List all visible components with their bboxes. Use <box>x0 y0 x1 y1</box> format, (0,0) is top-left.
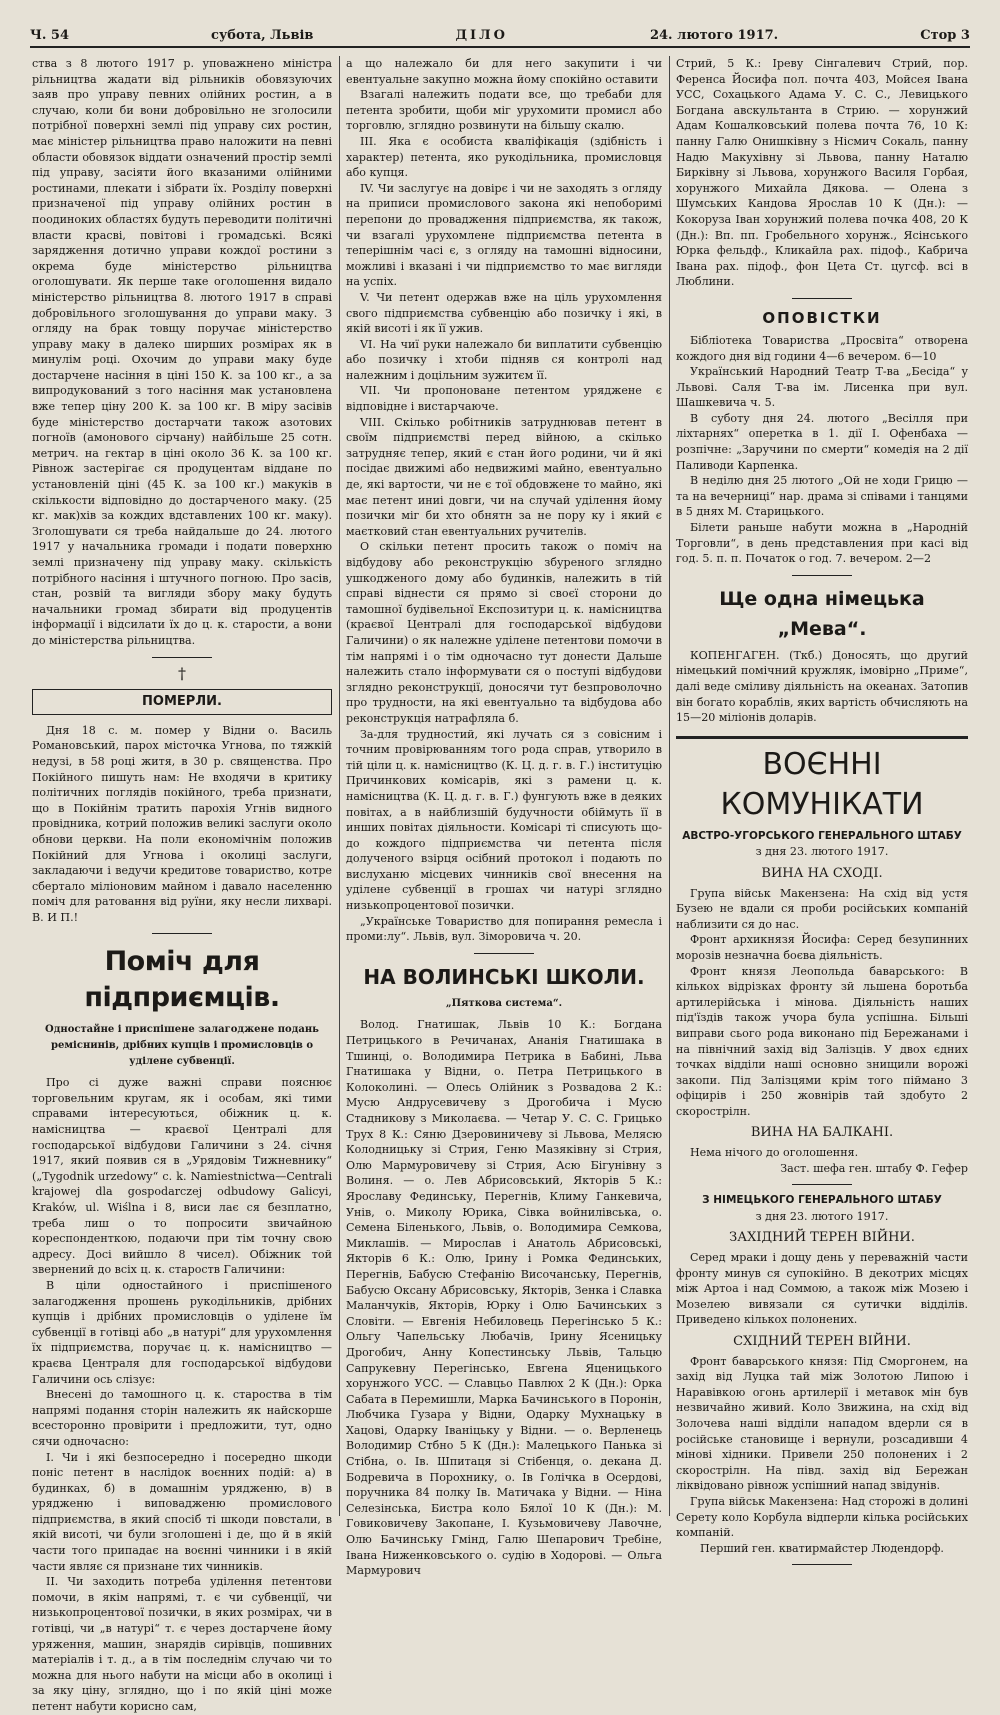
front-heading: ВИНА НА СХОДІ. <box>761 865 883 881</box>
column-2 <box>346 56 662 1578</box>
article-text: І. Чи і які безпосередно і посередно шкоди поніс петент в наслідок воєнних подій: а) в будинках, б) в домашнім урядженю, в) в урядженю і виповадженю промислового підприємства, в який спосіб ті шкоди повстали, в якій висоті, чи були зголошені і де, що й в якій части того припадає на воєнні чинники і в якій части являє ся признане тих чинників. <box>32 1450 332 1573</box>
divider <box>474 953 534 954</box>
announcements-heading: ОПОВІСТКИ <box>762 308 882 327</box>
article-text: VII. Чи пропоноване петентом уряджене є відповідне і вистарчаюче. <box>346 384 662 414</box>
article-text: а що належало би для него закупити і чи евентуальне закупно можна йому спокійно оставити <box>346 57 662 86</box>
communique-text: Фронт архикнязя Йосифа: Серед безупинних морозів незначна боєва діяльність. <box>676 933 968 962</box>
communique-text: Фронт баварського князя: Під Сморгонем, на захід від Луцка тай між Золотою Липою і Наравівкою огонь артилерії і метавок мін був незвичайно живий. Коло Звижина, на схід від Золочева наші відділи нападом вдерли ся в російське становище і вернули, розсадивши 4 мінові хідники. Привели 250 полонених і 2 скорострілн. На півд. захід від Бережан ліквідовано рівнож успішний напад звідунів. <box>676 1354 968 1493</box>
column-3 <box>676 56 968 1555</box>
article-text: Волод. Гнатишак, Львів 10 К.: Богдана Петрицького в Речичанах, Ананія Гнатишака в Тшинці, о. Володимира Петрика в Бабині, Льва Гнатишака у Відни, о. Петра Петрицького в Колоколині. — Олесь Олійник з Розвадова 2 К.: Мусю Андрусевичеву з Дрогобича і Мусю Стадникову з Миколаєва. — Четар У. С. С. Грицько Трух 8 К.: Сяню Дзеровиничеву зі Львова, Мелясю Колодницьку зі Стрия, Геню Мазяківну зі Стрия, Олю Мармуровичеву зі Стрия, Асю Бігунівну з Волиня. — о. Лев Абрисовський, Якторів 5 К.: Ярославу Фединську, Перегнів, Климу Ганкевича, Унів, о. Миколу Юрика, Сівка войнилівська, о. Семена Біленького, Львів, о. Володимира Семкова, Миклашів. — Мирослав і Анатоль Абрисовські, Якторів 6 К.: Олю, Ірину і Ромка Фединських, Перегнів, Бабусю Стефанію Височанську, Перегнів, Бабусю Оксану Абрисовську, Якторів, Зенка і Славка Маланчуків, Якторів, Юрку і Олю Бачинських з Словіти. — Евгенія Небиловець Перегінсько 5 К.: Ольгу Чапельську Любачів, Ірину Ясеницьку Дрогобич, Анну Копестинську Львів, Тальцю Сапрукевну Перегінсько, Евгена Яценицького хорунжого УСС. — Славцьо Павлюх 2 К (Дн.): Орка Сабата в Перемишли, Марка Бачинського в Поронін, Любчика Гузара у Відни, Одарку Мухнацьку в Хацові, Одарку Іваніцьку у Відни. — о. Верленець Володимир Стбно 5 К (Дн.): Малецького Панька зі Стібна, о. Ів. Шпитаця зі Стібенця, о. декана Д. Бодревича в Порохнику, о. Ів Голічка в Осердові, поручника 84 полку Ів. Матичака у Відни. — Ніна Селезінська, Бистра коло Бялої 10 К (Дн.): М. Говиковичеву Закопане, І. Кузьмовичеву Лавочне, Олю Бачинську Гмінд, Галю Шепарович Требіне, Івана Ниженковського о. судію в Ходорові. — Ольга Мармурович <box>346 1018 662 1578</box>
divider <box>152 933 212 934</box>
war-communiques-heading: ВОЄННІ КОМУНІКАТИ <box>720 746 924 822</box>
divider <box>676 736 968 739</box>
article-text: В ціли одностайного і приспішеного залагодження прошень рукодільників, дрібних купців і дрібних промисловців о уділене їм субвенції в готівці або „в натурі“ для урухомлення їх підприємства, поручає ц. к. намісництво — краєва Централя для господарської відбудови Галичини ось слізує: <box>32 1278 332 1386</box>
day-place: субота, Львів <box>211 27 314 43</box>
headline: Поміч для підприємців. <box>84 946 280 1014</box>
front-heading: СХІДНИЙ ТЕРЕН ВІЙНИ. <box>733 1334 911 1349</box>
article-text: ІІ. Чи заходить потреба уділення петентови помочи, в якім напрямі, т. є чи субвенції, чи низькопроцентової позички, в яких розмірах, чи в готівці, чи „в натурі“ т. є через достарчене йому уряження, машин, знарядів сирівців, пошивних матеріалів і т. д., а в тім последнім случаю чи то можна для нього набути на місци або в околиці і за яку ціну, зглядно, що і по якій ціні може петент набути корисно сам, <box>32 1575 332 1713</box>
front-heading: ЗАХІДНИЙ ТЕРЕН ВІЙНИ. <box>729 1230 915 1246</box>
article-text: О скільки петент просить також о поміч на відбудову або реконструкцію збуреного зглядно ушкодженого дому або будинків, належить в тій справі віднести ся прямо зі своєї сторони до тамошної будівельної Експозитури ц. к. намісництва (краєвої Централі для господарської відбудови Галичини) о як належне уділене петентови помочи в тім напрямі і о тім одночасно тут донести Дальше належить стало інформувати ся о поступі відбудови зглядно реконструкції, доносячи тут безпроволочно про трудности, на які евентуально та відбудова або реконструкція натрафляла б. <box>346 540 662 725</box>
article-text: Взагалі належить подати все, що требаби для петента зробити, щоби міг урухомити промисл або торговлю, зглядно розвинути на більшу скалю. <box>346 88 662 133</box>
signature: Заст. шефа ген. штабу Ф. Гефер <box>780 1161 968 1175</box>
communique-text: Серед мраки і дощу день у переважній части фронту минув ся супокійно. В декотрих місцях між Артоа і над Соммою, а також між Мозею і Мозелею вивязали ся сутички відділів. Приведено кількох полонених. <box>676 1251 968 1327</box>
communique-text: Нема нічого до оголошення. <box>690 1146 859 1160</box>
issue-date: 24. лютого 1917. <box>649 27 779 43</box>
article-text: ІІІ. Яка є особиста кваліфікація (здібність і характер) петента, яко рукодільника, промисловця або купця. <box>346 134 662 180</box>
article-text: Про сі дуже важні справи пояснює торговельним кругам, як і особам, які тими справами інтересуються, обіжник ц. к. намісництва — краєвої Централі для господарської відбудови Галичини з 24. січня 1917, який появив ся в „Урядовім Тижневнику“ („Tygodnik urzedowy“ c. k. Namiestnictwa—Centrali krajowej dla gospodarczej odbudowy Galicyi, Kraków, ul. Wiślna і 8, виси лає ся безплатно, треба лиш о то попросити звичайною кореспонденткою, подаючи при тім точну свою адресу. Досі вийшло 8 чисел). Обіжник той звернений до всіх ц. к. староств Галичини: <box>32 1076 332 1277</box>
divider <box>792 1564 852 1565</box>
divider <box>792 575 852 576</box>
divider <box>792 1184 852 1185</box>
column-divider <box>669 56 670 1516</box>
communique-text: Група військ Макензена: Над сторожі в долині Серету коло Корбула відперли кілька російських компаній. <box>676 1494 968 1540</box>
page-number: Стор 3 <box>920 27 970 43</box>
communique-date: з дня 23. лютого 1917. <box>755 845 889 859</box>
article-text: ства з 8 лютого 1917 р. уповажнено міністра рільництва жадати від рільників обовязуючих заяв про управу певних олійних ростин, а в случаю, коли би вони добровільно не зголосили потрібної поверхні землі під управу сих ростин, має міністер рільництва право наложити на певні области обовязок віддати означений простір землі під управу, засіяти його вказаними олійними ростинами, плекати і зібрати їх. Розділу поверхні призначеної під управу олійних ростин в поодиноких областях будуть переводити політичні власти красві, повітові і громадські. Всякі зарядження дотично управи кождої ростини з окрема буде міністерство рільництва оголошувати. Як перше таке оголошення видало міністерство рільництва 8. лютого 1917 в справі добровільного зголошування до управи маку. З огляду на брак товщу поручає міністерство управу маку в далеко ширших розмірах як в минулім році. Охочим до управи маку буде достарчене насіння в ціні 150 К. за 100 кг., а за випродукований з того насіння мак установлена вже тепер ціну 200 К. за 100 кг. В міру засівів буде міністерство достарчати також азотових погноїв (амонового сірчану) найбільше 25 сотн. метрич. на гектар в ціні около 36 К. за 100 кг. Рівнож застерігає ся продуцентам віддане по установленій ціні (45 К. за 100 кг.) макуків в скількости відповідно до достарченого маку. (25 кг. мак)хів за кождих вдставлених 100 кг. маку). Зголошувати ся треба найдальше до 24. лютого 1917 у начальника громади і подати поверхню землі призначену під управу маку. скількість потрібного насіння і штучного погною. Про засів, стан, розвій та вигляди збору маку будуть начальники громад збирати від продуцентів інформації і відсилати їх до ц. к. старости, а вони до міністерства рільництва. <box>32 57 332 647</box>
signature: Перший ген. кватирмайстер Людендорф. <box>700 1541 944 1555</box>
column-1 <box>32 56 332 1713</box>
article-text: За-для трудностий, які лучать ся з совісним і точним провірюванням того рода справ, утворило в тій ціли ц. к. намісництво (К. Ц. д. г. в. Г.) інституцію Причинкових комісарів, які з рамени ц. к. намісництва (К. Ц. д. г. в. Г.) фунгують вже в деяких повітах, а в найблизшій будучности обіймуть її в инших повітах діяльности. Комісарі ті списують що-до кождого підприємства чи петента після долученого взірця осібний протокол і подають по вислуханю місцевих чинників свої внесення на уділене субвенції в грошах чи натурі зглядно низькопроцентової позички. <box>346 727 662 913</box>
masthead <box>30 24 970 48</box>
announcement: В неділю дня 25 лютого „Ой не ходи Грицю — та на вечерниці“ нар. драма зі співами і танцями в 5 днях М. Старицького. <box>676 474 968 519</box>
article-text: VIII. Скілько робітників затруднював петент в своїм підприємстві перед війною, а скілько затрудняє тепер, який є стан його родини, чи й які посідає движимі або недвижимі майно, евентуально де, які вартости, чи не є тої обдовжене то майно, які має петент иниі довги, чи на случай уділення йому позички міг би хто обнятн за не пору ку і який є маєтковий стан евентуальних ручителів. <box>346 415 662 538</box>
article-text: VI. На чиї руки належало би виплатити субвенцію або позичку і хтоби підняв ся контролі над належним і доцільним зужитєм її. <box>346 337 662 382</box>
subheadline: Одностайне і приспішене залагоджене подань реміснинів, дрібних купців і промисловців о уділене субвенції. <box>45 1024 319 1067</box>
announcement: В суботу дня 24. лютого „Весілля при ліхтарнях“ оперетка в 1. дії І. Офенбаха — розпічне: „Заручини по смерти“ комедія на 2 дії Паливоди Карпенка. <box>676 411 968 472</box>
communique-date: з дня 23. лютого 1917. <box>755 1209 889 1223</box>
front-heading: ВИНА НА БАЛКАНІ. <box>750 1125 894 1141</box>
cross-icon: † <box>178 663 186 683</box>
staff-heading: АВСТРО-УГОРСЬКОГО ГЕНЕРАЛЬНОГО ШТАБУ <box>682 829 962 842</box>
announcement: Український Народний Театр Т-ва „Бесіда“ у Львові. Саля Т-ва ім. Лисенка при вул. Шашкевича ч. 5. <box>676 365 968 410</box>
subheadline: „Пяткова система“. <box>445 997 563 1009</box>
column-divider <box>339 56 340 1516</box>
headline: Ще одна німецька „Мева“. <box>719 587 925 640</box>
article-text: „Українське Товариство для попирання ремесла і проми:лу“. Львів, вул. Зіморовича ч. 20. <box>346 914 662 944</box>
obituary-heading: ПОМЕРЛИ. <box>32 689 332 715</box>
article-text: Внесені до тамошного ц. к. староства в тім напрямі подання сторін належить як найскорше всесторонно провірити і предложити, тут, одно сячи одночасно: <box>32 1388 332 1448</box>
divider <box>152 657 212 658</box>
headline: НА ВОЛИНСЬКІ ШКОЛИ. <box>363 964 645 989</box>
article-text: V. Чи петент одержав вже на ціль урухомлення свого підприємства субвенцію або позичку і які, в якій висоті і як її ужив. <box>346 290 662 336</box>
communique-text: Фронт князя Леопольда баварського: В кількох відрізках фронту зй льшена боротьба артилерійська і мінова. Діяльність наших під'їздів також учора була успішна. Більші виправи сього рода виконано під Бережанами і на північний захід від Залізців. У двох єдних точках відділи наші основно знищили ворожі закопи. Під Залізцями крім того піймано 3 офіцирів і 250 жовнірів тай здобуто 2 скорострілн. <box>676 964 968 1118</box>
announcement: Білети раньше набути можна в „Народній Торговли“, в день представления при касі від год. 5. п. п. Початок о год. 7. вечером. 2—2 <box>676 521 968 566</box>
article-text: ІV. Чи заслугує на довірє і чи не заходять з огляду на приписи промислового закона які непоборимі перепони до провадження підприємства, як також, чи взагалі урухомлене підприємства петента в теперішнім часі є, з огляду на тамошні відносини, можливі і вказані і чи підприємство то має вигляди на успіх. <box>346 181 662 289</box>
divider <box>792 298 852 299</box>
article-text: Дня 18 с. м. помер у Відни о. Василь Романовський, парох місточка Угнова, по тяжкій недузі, в 58 році житя, в 30 р. священства. Про Покійного пишуть нам: Не входячи в критику політичних поглядів покійного, треба признати, що в Покійнім тратить парохія Угнів видного провідника, котрий положив великі заслуги около обнови церкви. На поли економічнім положив Покійний для Угнова і околиці заслуги, закладаючи і ведучи кредитове товариство, котре сбертало міліоновим майном і давало населенню поміч для ратовання від руїни, яку несли лихварі. В. И П.! <box>32 723 332 924</box>
newspaper-title: ДІЛО <box>455 27 508 43</box>
issue-number: Ч. 54 <box>30 27 70 43</box>
announcement: Бібліотека Товариства „Просвіта“ отворена кождого дня від години 4—6 вечером. 6—10 <box>676 333 968 363</box>
staff-heading: З НІМЕЦЬКОГО ГЕНЕРАЛЬНОГО ШТАБУ <box>702 1194 942 1207</box>
communique-text: Група військ Макензена: На схід від устя Бузею не вдали ся проби російських компаній наблизити ся до нас. <box>676 886 968 931</box>
article-text: Стрий, 5 К.: Іреву Сінгалевич Стрий, пор. Ференса Йосифа пол. почта 403, Мойсея Івана УСС, Сохацького Адама У. С. С., Левицького Богдана авскультанта в Стрию. — хорунжий Адам Кошалковський полева почта 76, 10 К: панну Галю Онишківну з Нісмич Сокаль, панну Надю Макухівну зі Львова, панну Наталю Бирківну зі Львова, хорунжого Василя Горбая, хорунжого Михайла Дякова. — Олена з Шумських Кандова Ярослав 10 К (Дн.): — Кокоруза Іван хорунжий полева почка 408, 20 К (Дн.): Вп. пп. Гробельного хорунж., Ясінського Юрка фельдф., Кликайла рах. підоф., Кабрича Івана рах. підоф., фон Цета Ст. цугсф. всі в Люблини. <box>676 57 968 289</box>
article-text: КОПЕНГАГЕН. (Ткб.) Доносять, що другий німецький помічний кружляк, імовірно „Приме“, далі веде сміливу діяльність на океанах. Затопив він богато кораблів, яких вартість обчисляють на 15—20 міліонів доларів. <box>676 648 968 725</box>
